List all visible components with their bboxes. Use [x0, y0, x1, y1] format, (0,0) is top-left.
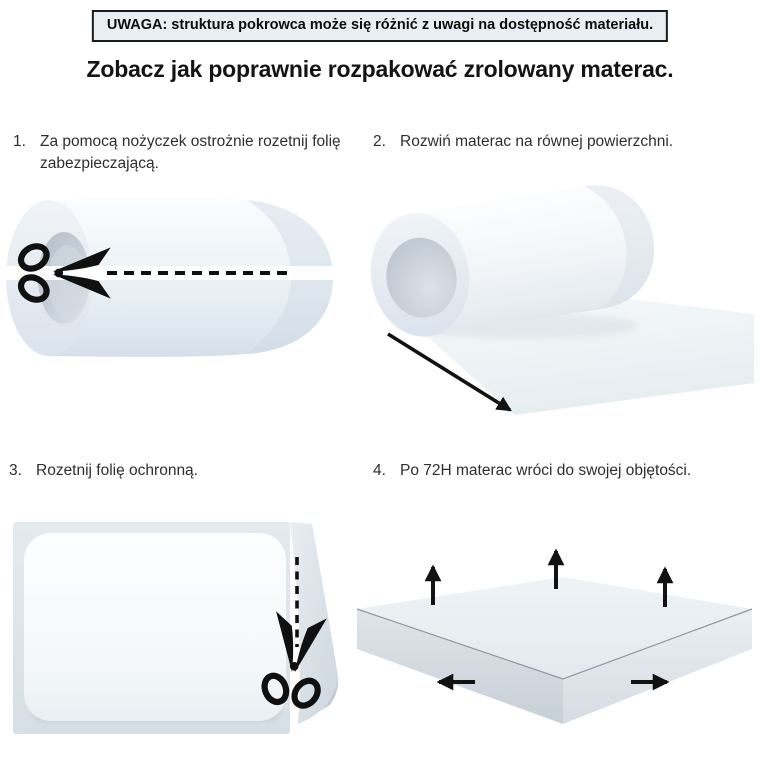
unrolling-mattress-illustration [358, 166, 758, 424]
step-2-label [373, 131, 755, 153]
notice-banner: UWAGA: struktura pokrowca może się różnić z uwagi na dostępność materiału. [92, 10, 668, 42]
step-3-number: 3. [9, 462, 22, 479]
cut-band [2, 266, 338, 280]
step-4-number: 4. [373, 462, 386, 479]
rolled-mattress-illustration [2, 186, 338, 378]
step-4-text: Po 72H materac wróci do swojej objętości. [400, 462, 692, 479]
step-1-text: Za pomocą nożyczek ostrożnie rozetnij folię zabezpieczającą. [40, 133, 341, 172]
step-2-text: Rozwiń materac na równej powierzchni. [400, 133, 674, 150]
step-4-label [373, 460, 758, 482]
step-1-label [13, 131, 348, 175]
expanding-mattress-illustration [353, 531, 760, 759]
step-1-number: 1. [13, 133, 26, 150]
page-title: Zobacz jak poprawnie rozpakować zrolowany materac. [86, 56, 674, 82]
mattress [24, 533, 286, 721]
step-3-text: Rozetnij folię ochronną. [36, 462, 198, 479]
step-2-number: 2. [373, 133, 386, 150]
step-3-label [9, 460, 339, 482]
cut-foil-illustration [0, 505, 345, 758]
